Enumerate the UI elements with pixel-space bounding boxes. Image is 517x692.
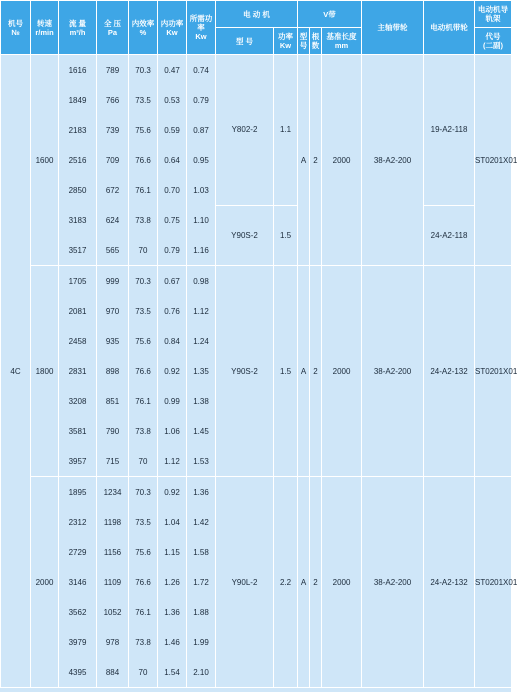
internal-power-cell: 1.06 (158, 416, 187, 446)
header-flow (59, 1, 97, 55)
internal-power-cell: 0.64 (158, 145, 187, 175)
internal-power-cell: 0.67 (158, 266, 187, 297)
pressure-cell: 1156 (97, 537, 129, 567)
flow-cell: 2516 (59, 145, 97, 175)
motor-pulley-cell: 24-A2-132 (424, 266, 475, 477)
required-power-cell: 1.16 (187, 235, 216, 266)
header-internal-power-unit: Kw (166, 27, 178, 37)
efficiency-cell: 70.3 (129, 266, 158, 297)
header-motor-power-unit: Kw (279, 41, 292, 50)
efficiency-cell: 73.8 (129, 205, 158, 235)
motor-power-cell: 1.5 (274, 205, 298, 266)
header-model-no (1, 1, 31, 55)
pressure-cell: 715 (97, 446, 129, 477)
motor-model-cell: Y90L-2 (216, 477, 274, 688)
header-motor-model: 型 号 (216, 28, 274, 55)
pressure-cell: 884 (97, 657, 129, 688)
motor-power-cell: 1.5 (274, 266, 298, 477)
table-row (1, 55, 512, 86)
flow-cell: 2850 (59, 175, 97, 205)
efficiency-cell: 73.5 (129, 85, 158, 115)
header-required-power-label: 所需功率 (189, 14, 213, 32)
pressure-cell: 739 (97, 115, 129, 145)
vbelt-type-cell: A (298, 477, 310, 688)
pressure-cell: 1234 (97, 477, 129, 508)
header-efficiency-unit: % (139, 27, 147, 37)
pressure-cell: 935 (97, 326, 129, 356)
motor-pulley-cell: 24-A2-118 (424, 205, 475, 266)
speed-cell: 2000 (31, 477, 59, 688)
pressure-cell: 790 (97, 416, 129, 446)
flow-cell: 2312 (59, 507, 97, 537)
flow-cell: 3208 (59, 386, 97, 416)
pressure-cell: 1198 (97, 507, 129, 537)
flow-cell: 1895 (59, 477, 97, 508)
header-flow-unit: m³/h (69, 27, 86, 37)
header-flow-label: 流 量 (68, 18, 87, 28)
header-motor-rail: 电动机导轨架 (475, 1, 512, 28)
header-rail-code (475, 28, 512, 55)
vbelt-count-cell: 2 (310, 55, 322, 266)
flow-cell: 3562 (59, 597, 97, 627)
internal-power-cell: 1.15 (158, 537, 187, 567)
required-power-cell: 0.87 (187, 115, 216, 145)
header-pressure-unit: Pa (107, 27, 118, 37)
table-row (1, 266, 512, 297)
header-vbelt-length (322, 28, 362, 55)
internal-power-cell: 0.99 (158, 386, 187, 416)
flow-cell: 3581 (59, 416, 97, 446)
efficiency-cell: 73.8 (129, 627, 158, 657)
internal-power-cell: 0.92 (158, 477, 187, 508)
flow-cell: 2729 (59, 537, 97, 567)
efficiency-cell: 70 (129, 657, 158, 688)
required-power-cell: 1.35 (187, 356, 216, 386)
flow-cell: 1849 (59, 85, 97, 115)
header-rail-code-label: 代号 (485, 32, 501, 41)
header-speed-label: 转速 (37, 18, 52, 28)
main-pulley-cell: 38-A2-200 (362, 266, 424, 477)
header-rail-code-note: (二副) (483, 41, 504, 50)
flow-cell: 2081 (59, 296, 97, 326)
internal-power-cell: 1.46 (158, 627, 187, 657)
required-power-cell: 1.12 (187, 296, 216, 326)
required-power-cell: 1.42 (187, 507, 216, 537)
header-efficiency-label: 内效率 (131, 18, 155, 28)
flow-cell: 2183 (59, 115, 97, 145)
required-power-cell: 1.10 (187, 205, 216, 235)
efficiency-cell: 73.5 (129, 507, 158, 537)
required-power-cell: 0.79 (187, 85, 216, 115)
required-power-cell: 0.95 (187, 145, 216, 175)
pressure-cell: 898 (97, 356, 129, 386)
flow-cell: 3517 (59, 235, 97, 266)
header-vbelt-length-unit: mm (334, 41, 349, 50)
pressure-cell: 1109 (97, 567, 129, 597)
required-power-cell: 1.36 (187, 477, 216, 508)
required-power-cell: 1.03 (187, 175, 216, 205)
required-power-cell: 1.38 (187, 386, 216, 416)
speed-cell: 1600 (31, 55, 59, 266)
required-power-cell: 1.45 (187, 416, 216, 446)
required-power-cell: 1.58 (187, 537, 216, 567)
header-vbelt-count: 根数 (310, 28, 322, 55)
required-power-cell: 2.10 (187, 657, 216, 688)
internal-power-cell: 0.59 (158, 115, 187, 145)
efficiency-cell: 70.3 (129, 477, 158, 508)
main-pulley-cell: 38-A2-200 (362, 477, 424, 688)
header-required-power-unit: Kw (195, 32, 207, 41)
pressure-cell: 789 (97, 55, 129, 86)
header-model-no-unit: № (11, 27, 20, 37)
efficiency-cell: 76.6 (129, 145, 158, 175)
efficiency-cell: 76.6 (129, 567, 158, 597)
motor-model-cell: Y802-2 (216, 55, 274, 206)
header-model-no-label: 机号 (8, 18, 23, 28)
efficiency-cell: 75.6 (129, 115, 158, 145)
efficiency-cell: 75.6 (129, 537, 158, 567)
motor-pulley-cell: 24-A2-132 (424, 477, 475, 688)
efficiency-cell: 75.6 (129, 326, 158, 356)
efficiency-cell: 76.1 (129, 597, 158, 627)
pressure-cell: 1052 (97, 597, 129, 627)
required-power-cell: 0.74 (187, 55, 216, 86)
pressure-cell: 999 (97, 266, 129, 297)
flow-cell: 1705 (59, 266, 97, 297)
required-power-cell: 1.53 (187, 446, 216, 477)
pressure-cell: 851 (97, 386, 129, 416)
required-power-cell: 1.72 (187, 567, 216, 597)
motor-power-cell: 1.1 (274, 55, 298, 206)
efficiency-cell: 76.1 (129, 386, 158, 416)
efficiency-cell: 70 (129, 446, 158, 477)
header-pressure (97, 1, 129, 55)
internal-power-cell: 1.04 (158, 507, 187, 537)
internal-power-cell: 1.36 (158, 597, 187, 627)
flow-cell: 3979 (59, 627, 97, 657)
pressure-cell: 766 (97, 85, 129, 115)
internal-power-cell: 0.92 (158, 356, 187, 386)
flow-cell: 3146 (59, 567, 97, 597)
flow-cell: 3183 (59, 205, 97, 235)
motor-power-cell: 2.2 (274, 477, 298, 688)
internal-power-cell: 0.47 (158, 55, 187, 86)
required-power-cell: 1.24 (187, 326, 216, 356)
internal-power-cell: 0.76 (158, 296, 187, 326)
header-pressure-label: 全 压 (103, 18, 122, 28)
rail-cell: ST0201X01 (475, 266, 512, 477)
vbelt-count-cell: 2 (310, 477, 322, 688)
required-power-cell: 1.88 (187, 597, 216, 627)
internal-power-cell: 1.12 (158, 446, 187, 477)
efficiency-cell: 76.6 (129, 356, 158, 386)
motor-model-cell: Y90S-2 (216, 266, 274, 477)
header-motor: 电 动 机 (216, 1, 298, 28)
internal-power-cell: 1.26 (158, 567, 187, 597)
vbelt-count-cell: 2 (310, 266, 322, 477)
header-vbelt-length-label: 基准长度 (326, 32, 357, 41)
internal-power-cell: 0.79 (158, 235, 187, 266)
header-required-power (187, 1, 216, 55)
vbelt-length-cell: 2000 (322, 266, 362, 477)
pressure-cell: 672 (97, 175, 129, 205)
vbelt-type-cell: A (298, 55, 310, 266)
flow-cell: 2831 (59, 356, 97, 386)
efficiency-cell: 73.5 (129, 296, 158, 326)
required-power-cell: 0.98 (187, 266, 216, 297)
header-speed (31, 1, 59, 55)
pressure-cell: 978 (97, 627, 129, 657)
speed-cell: 1800 (31, 266, 59, 477)
vbelt-type-cell: A (298, 266, 310, 477)
table-row (1, 205, 512, 235)
efficiency-cell: 70 (129, 235, 158, 266)
machine-no-cell: 4C (1, 55, 31, 688)
flow-cell: 1616 (59, 55, 97, 86)
internal-power-cell: 1.54 (158, 657, 187, 688)
pressure-cell: 565 (97, 235, 129, 266)
header-internal-power-label: 内功率 (160, 18, 184, 28)
internal-power-cell: 0.75 (158, 205, 187, 235)
motor-pulley-cell: 19-A2-118 (424, 55, 475, 206)
header-motor-power (274, 28, 298, 55)
table-body (1, 55, 517, 688)
flow-cell: 3957 (59, 446, 97, 477)
table-row (1, 477, 512, 508)
flow-cell: 2458 (59, 326, 97, 356)
motor-model-cell: Y90S-2 (216, 205, 274, 266)
pressure-cell: 709 (97, 145, 129, 175)
header-main-pulley: 主轴带轮 (362, 1, 424, 55)
internal-power-cell: 0.53 (158, 85, 187, 115)
header-vbelt: V带 (298, 1, 362, 28)
header-motor-pulley: 电动机带轮 (424, 1, 475, 55)
header-vbelt-type: 型号 (298, 28, 310, 55)
efficiency-cell: 73.8 (129, 416, 158, 446)
required-power-cell: 1.99 (187, 627, 216, 657)
rail-cell: ST0201X01 (475, 55, 512, 266)
efficiency-cell: 76.1 (129, 175, 158, 205)
flow-cell: 4395 (59, 657, 97, 688)
internal-power-cell: 0.70 (158, 175, 187, 205)
vbelt-length-cell: 2000 (322, 55, 362, 266)
pressure-cell: 624 (97, 205, 129, 235)
header-efficiency (129, 1, 158, 55)
header-motor-power-label: 功率 (278, 32, 293, 41)
internal-power-cell: 0.84 (158, 326, 187, 356)
pressure-cell: 970 (97, 296, 129, 326)
rail-cell: ST0201X01 (475, 477, 512, 688)
vbelt-length-cell: 2000 (322, 477, 362, 688)
header-internal-power (158, 1, 187, 55)
main-pulley-cell: 38-A2-200 (362, 55, 424, 266)
header-speed-unit: r/min (35, 27, 54, 37)
efficiency-cell: 70.3 (129, 55, 158, 86)
